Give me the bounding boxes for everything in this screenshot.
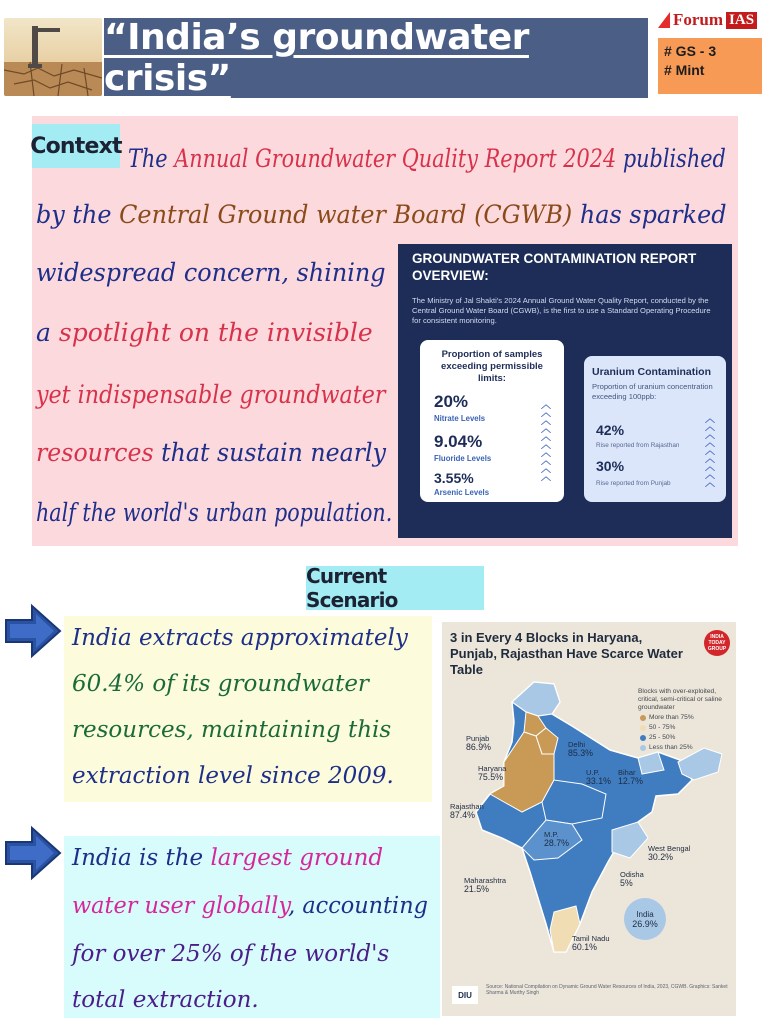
odisha-pct: 5% bbox=[620, 878, 633, 888]
chevron-up-stack-icon-2: ︿ ︿ ︿ ︿ ︿ ︿ ︿ ︿ ︿ bbox=[705, 414, 715, 489]
context-segment: half the world's urban population. bbox=[36, 498, 393, 527]
west-bengal-pct: 30.2% bbox=[648, 852, 673, 862]
context-line bbox=[36, 200, 727, 230]
legend-item bbox=[640, 724, 675, 731]
legend-label: More than 75% bbox=[649, 714, 694, 721]
point1-segment: India extracts approximately bbox=[72, 625, 408, 651]
punjab-name: Punjab bbox=[466, 734, 490, 743]
punjab-pct: 86.9% bbox=[466, 742, 491, 752]
point2-segment: , accounting bbox=[288, 893, 428, 919]
map-label-maharashtra bbox=[464, 876, 506, 894]
punjab-value: 30% bbox=[596, 458, 625, 474]
point1-line bbox=[72, 624, 408, 652]
context-segment: a bbox=[36, 318, 59, 347]
context-segment: yet indispensable groundwater bbox=[36, 380, 386, 409]
samples-heading: Proportion of samples exceeding permissible limits: bbox=[441, 349, 543, 384]
rajasthan-label: Rise reported from Rajasthan bbox=[596, 442, 680, 449]
context-line bbox=[128, 144, 726, 174]
report-overview-card bbox=[398, 244, 732, 538]
rajasthan-pct: 87.4% bbox=[450, 810, 475, 820]
tag-box bbox=[658, 38, 762, 94]
map-label-mp bbox=[544, 830, 569, 848]
india-total-bubble bbox=[624, 898, 666, 940]
odisha-name: Odisha bbox=[620, 870, 644, 879]
context-segment: resources bbox=[36, 438, 154, 467]
context-segment: The bbox=[128, 144, 175, 173]
point2-segment: water user globally bbox=[72, 893, 289, 919]
context-segment: widespread concern, shining bbox=[36, 258, 386, 287]
legend-swatch bbox=[640, 735, 646, 741]
point2-line bbox=[72, 940, 389, 968]
report-description: The Ministry of Jal Shakti's 2024 Annual Ground Water Quality Report, conducted by the Central Ground Water Board (CGWB), is the first to use a Standard Operating Procedure for consistent monitoring. bbox=[412, 296, 711, 325]
point2-line bbox=[72, 844, 383, 872]
legend-label: Less than 25% bbox=[649, 744, 693, 751]
context-label: Context bbox=[32, 124, 120, 168]
legend-item bbox=[640, 744, 693, 751]
point1-segment: extraction level since 2009. bbox=[72, 763, 394, 789]
map-label-haryana bbox=[478, 764, 506, 782]
tamil-nadu-name: Tamil Nadu bbox=[572, 934, 610, 943]
context-segment: has sparked bbox=[572, 200, 727, 229]
mp-name: M.P. bbox=[544, 830, 559, 839]
legend-swatch bbox=[640, 715, 646, 721]
mp-pct: 28.7% bbox=[544, 838, 569, 848]
point2-line bbox=[72, 986, 259, 1014]
nitrate-label: Nitrate Levels bbox=[434, 414, 486, 423]
legend-label: 25 - 50% bbox=[649, 734, 676, 741]
maharashtra-pct: 21.5% bbox=[464, 884, 489, 894]
context-segment: that sustain nearly bbox=[153, 438, 386, 467]
cracked-earth-image bbox=[4, 18, 102, 96]
uranium-card bbox=[584, 356, 726, 502]
rajasthan-name: Rajasthan bbox=[450, 802, 484, 811]
rajasthan-value: 42% bbox=[596, 422, 625, 438]
up-pct: 33.1% bbox=[586, 776, 611, 786]
legend-title: Blocks with over-exploited, critical, semi-critical or saline groundwater bbox=[638, 688, 722, 711]
haryana-name: Haryana bbox=[478, 764, 507, 773]
point2-line bbox=[72, 892, 428, 920]
haryana-pct: 75.5% bbox=[478, 772, 503, 782]
context-segment: spotlight on the invisible bbox=[58, 318, 373, 347]
nitrate-value: 20% bbox=[434, 392, 469, 411]
point1-line bbox=[72, 762, 394, 790]
tag-mint: # Mint bbox=[664, 62, 705, 78]
page-title: “India’s groundwater crisis” bbox=[104, 17, 529, 99]
arsenic-label: Arsenic Levels bbox=[434, 488, 490, 497]
map-label-delhi bbox=[568, 740, 593, 758]
india-label: India bbox=[636, 909, 654, 919]
header-photo-cracked-earth bbox=[4, 18, 102, 96]
context-segment: Annual Groundwater Quality Report 2024 bbox=[174, 144, 617, 173]
tamil-nadu-pct: 60.1% bbox=[572, 942, 597, 952]
chevron-up-stack-icon: ︿ ︿ ︿ ︿ ︿ ︿ ︿ ︿ ︿ ︿ bbox=[541, 400, 551, 483]
arsenic-value: 3.55% bbox=[434, 470, 474, 486]
legend-swatch bbox=[640, 725, 646, 731]
fluoride-value: 9.04% bbox=[434, 432, 483, 451]
context-segment: by the bbox=[36, 200, 120, 229]
groundwater-map-card bbox=[442, 622, 736, 1016]
legend-item bbox=[640, 714, 694, 721]
legend-label: 50 - 75% bbox=[649, 724, 676, 731]
context-line bbox=[36, 438, 386, 468]
context-line bbox=[36, 498, 392, 528]
arrow-right-icon-2 bbox=[2, 824, 64, 882]
context-line bbox=[36, 380, 385, 410]
context-segment: published bbox=[616, 144, 726, 173]
map-label-punjab bbox=[466, 734, 491, 752]
point2-segment: India is the bbox=[72, 845, 211, 871]
maharashtra-name: Maharashtra bbox=[464, 876, 507, 885]
delhi-pct: 85.3% bbox=[568, 748, 593, 758]
point2-segment: for over 25% of the world's bbox=[72, 941, 390, 967]
northeast-shape bbox=[678, 748, 722, 780]
title-banner bbox=[104, 18, 648, 98]
bihar-pct: 12.7% bbox=[618, 776, 643, 786]
context-segment: Central Ground water Board (CGWB) bbox=[119, 200, 573, 229]
context-line bbox=[36, 258, 386, 288]
map-label-odisha bbox=[620, 870, 644, 888]
current-scenario-label: Current Scenario bbox=[306, 566, 484, 610]
uranium-heading: Uranium Contamination bbox=[592, 366, 712, 378]
uranium-subheading: Proportion of uranium concentration exceeding 100ppb: bbox=[592, 382, 713, 401]
point1-segment: 60.4% of its groundwater bbox=[72, 671, 369, 697]
report-title: GROUNDWATER CONTAMINATION REPORT OVERVIEW: bbox=[412, 251, 697, 283]
point2-segment: largest ground bbox=[210, 845, 384, 871]
samples-card bbox=[420, 340, 564, 502]
arrow-right-icon bbox=[2, 602, 64, 660]
india-today-logo: INDIA TODAY GROUP bbox=[704, 630, 730, 656]
india-pct: 26.9% bbox=[632, 918, 658, 929]
punjab-label: Rise reported from Punjab bbox=[596, 480, 671, 487]
point1-line bbox=[72, 670, 369, 698]
legend-swatch bbox=[640, 745, 646, 751]
logo-mark-icon bbox=[658, 12, 670, 28]
point1-line bbox=[72, 716, 391, 744]
point1-segment: resources, maintaining this bbox=[72, 717, 392, 743]
logo-forum-text: Forum bbox=[673, 10, 724, 29]
context-line bbox=[36, 318, 373, 348]
logo-ias-text: IAS bbox=[726, 12, 757, 29]
forumias-logo bbox=[658, 8, 764, 32]
delhi-name: Delhi bbox=[568, 740, 586, 749]
map-label-bihar bbox=[618, 768, 643, 786]
point2-segment: total extraction. bbox=[72, 987, 259, 1013]
map-label-rajasthan bbox=[450, 802, 484, 820]
map-source: Source: National Compilation on Dynamic Ground Water Resources of India, 2023, CGWB. Graphics: Sanket Sharma & Murthy Singh bbox=[486, 984, 728, 996]
tag-gs3: # GS - 3 bbox=[664, 43, 717, 59]
fluoride-label: Fluoride Levels bbox=[434, 454, 492, 463]
map-label-up bbox=[586, 768, 611, 786]
legend-item bbox=[640, 734, 675, 741]
west-bengal-name: West Bengal bbox=[648, 844, 691, 853]
bihar-name: Bihar bbox=[618, 768, 636, 777]
map-title: 3 in Every 4 Blocks in Haryana, Punjab, Rajasthan Have Scarce Water Table bbox=[450, 630, 683, 677]
up-name: U.P. bbox=[586, 768, 600, 777]
map-label-tamil-nadu bbox=[572, 934, 610, 952]
map-label-west-bengal bbox=[648, 844, 690, 862]
diu-logo: DIU bbox=[452, 986, 478, 1004]
